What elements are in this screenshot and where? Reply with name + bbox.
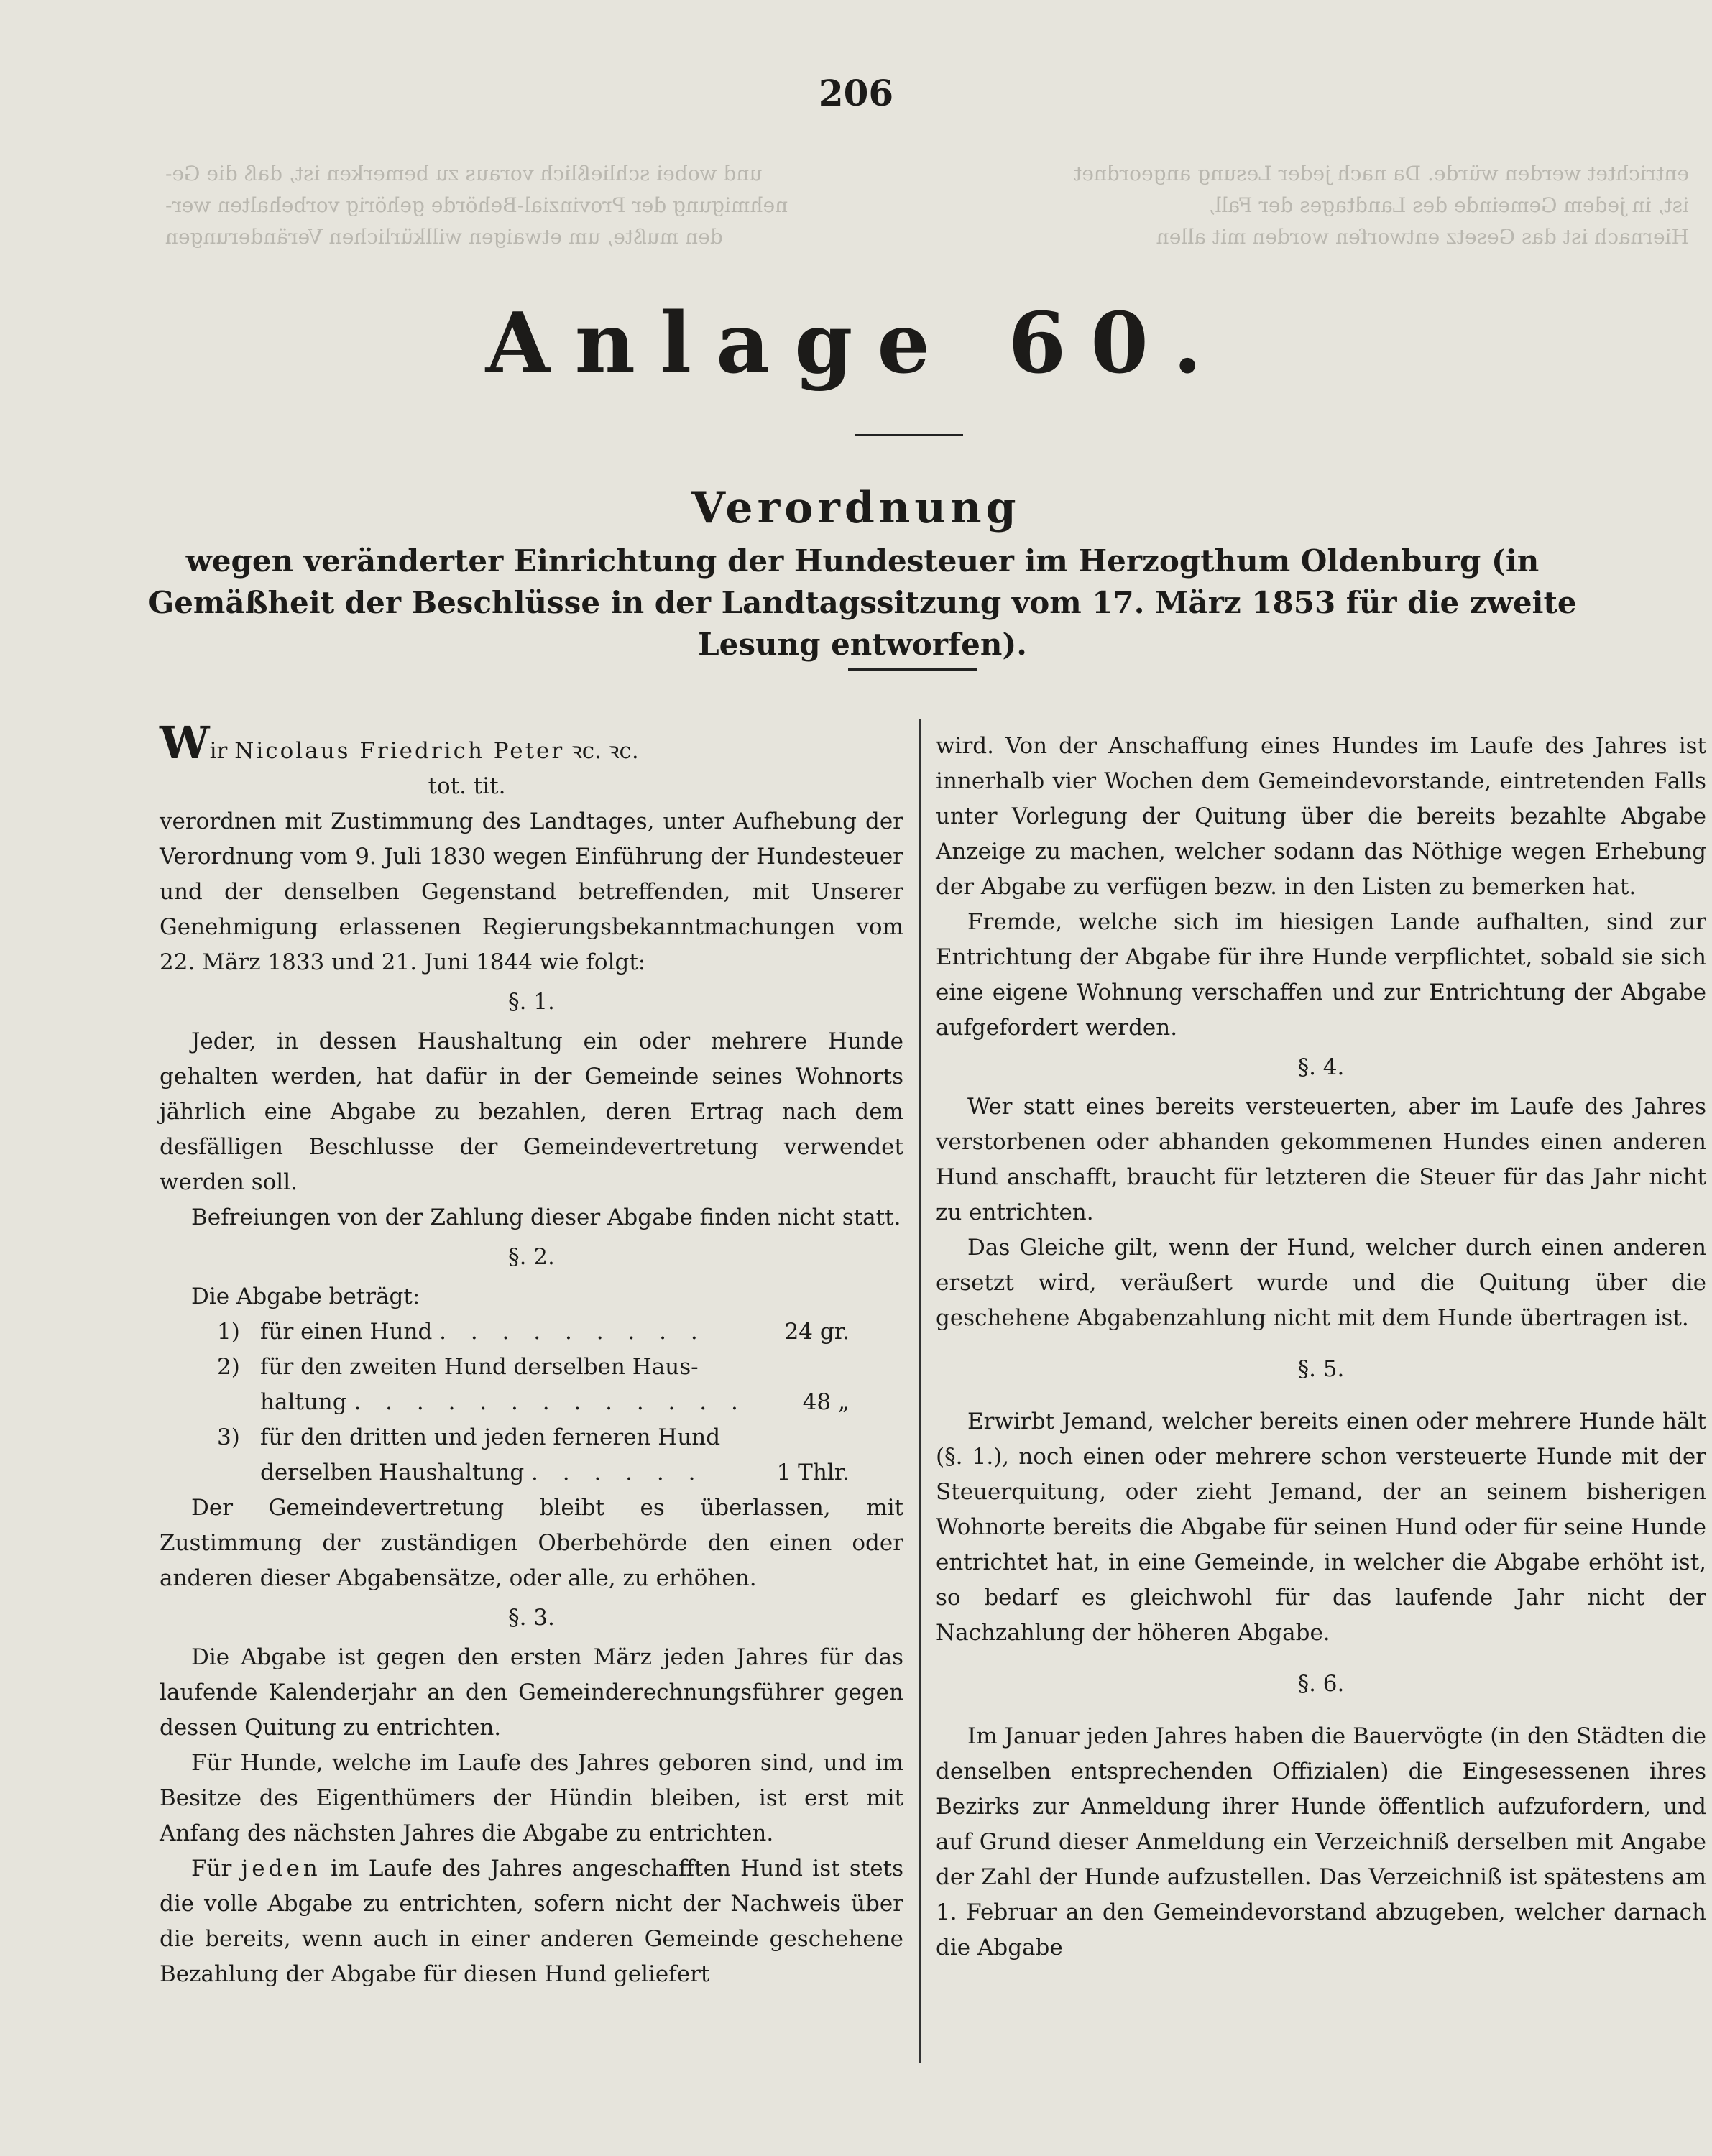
rate-list xyxy=(217,1314,850,1491)
opening-line xyxy=(160,717,903,769)
left-column xyxy=(160,717,903,1992)
rate-text: für den zweiten Hund derselben Haus- xyxy=(260,1354,699,1380)
rate-item-cont xyxy=(217,1455,850,1491)
bleed-line: entrichtet werden würde. Da nach jeder Lesung angeordnet xyxy=(1074,162,1689,185)
page-number: 206 xyxy=(818,72,894,114)
preamble: verordnen mit Zustimmung des Landtages, unter Aufhebung der Verordnung vom 9. Juli 1830 wegen Einführung der Hundesteuer und der denselben Gegenstand betreffenden, mit Unserer Genehmigung erlassenen Regierungsbekanntmachungen vom 22. März 1833 und 21. Juni 1844 wie folgt: xyxy=(160,808,903,975)
rate-amount: 48 „ xyxy=(802,1389,850,1415)
paragraph: wird. Von der Anschaffung eines Hundes im Laufe des Jahres ist innerhalb vier Wochen dem Gemeindevorstande, eintretenden Falls unter Vorlegung der Quitung über die bereits bezahlte Abgabe Anzeige zu machen, welcher sodann das Nöthige wegen Erhebung der Abgabe zu verfügen bezw. in den Listen zu bemerken hat. xyxy=(936,733,1706,900)
opening-word: ir xyxy=(209,738,228,764)
divider-rule xyxy=(848,668,977,671)
rate-number: 1) xyxy=(217,1319,240,1345)
rate-text: haltung . . . . . . . . . . . . . xyxy=(260,1389,747,1415)
bleed-through-left xyxy=(165,158,884,253)
rate-number: 3) xyxy=(217,1424,240,1450)
paragraph: Im Januar jeden Jahres haben die Bauervögte (in den Städten die denselben entsprechenden Offizialen) die Eingesessenen ihres Bezirks zur Anmeldung ihrer Hunde öffentlich aufzufordern, und auf Grund dieser Anmeldung ein Verzeichniß derselben mit Angabe der Zahl der Hunde aufzustellen. Das Verzeichniß ist spätestens am 1. Februar an den Gemeindevorstand abzugeben, welcher darnach die Abgabe xyxy=(936,1723,1706,1961)
paragraph: Für jeden im Laufe des Jahres angeschafften Hund ist stets die volle Abgabe zu entrichten, sofern nicht der Nachweis über die bereits, wenn auch in einer anderen Gemeinde geschehene Bezahlung der Abgabe für diesen Hund geliefert xyxy=(160,1856,903,1987)
annex-heading: Anlage 60. xyxy=(485,295,1227,392)
section-heading: §. 6. xyxy=(1297,1671,1345,1697)
rate-text: für den dritten und jeden ferneren Hund xyxy=(260,1424,721,1450)
bleed-line: den mußte, um etwaigen willkürlichen Veränderungen xyxy=(165,225,723,249)
column-divider xyxy=(919,719,921,2063)
tot-tit: tot. tit. xyxy=(428,773,506,799)
divider-rule xyxy=(855,434,963,436)
rate-item xyxy=(217,1350,850,1385)
paragraph: Das Gleiche gilt, wenn der Hund, welcher durch einen anderen ersetzt wird, veräußert wurde und die Quitung über die geschehene Abgabenzahlung nicht mit dem Hunde übertragen ist. xyxy=(936,1235,1706,1331)
right-column xyxy=(936,729,1706,1966)
rate-text: derselben Haushaltung . . . . . . xyxy=(260,1460,704,1485)
emphasis: jeden xyxy=(241,1856,321,1881)
rate-item-cont xyxy=(217,1385,850,1420)
rate-amount: 1 Thlr. xyxy=(776,1460,850,1485)
bleed-line: nehmigung der Provinzial-Behörde gehörig vorbehalten wer- xyxy=(165,193,788,217)
section-heading: §. 3. xyxy=(508,1605,555,1631)
rates-intro: Die Abgabe beträgt: xyxy=(191,1284,420,1309)
section-heading: §. 4. xyxy=(1297,1054,1345,1080)
bleed-line: und wobei schließlich voraus zu bemerken ist, daß die Ge- xyxy=(165,162,763,185)
paragraph: Für Hunde, welche im Laufe des Jahres geboren sind, und im Besitze des Eigenthümers der Hündin bleiben, ist erst mit Anfang des nächsten Jahres die Abgabe zu entrichten. xyxy=(160,1750,903,1846)
rate-item xyxy=(217,1420,850,1455)
ordinance-subtitle: wegen veränderter Einrichtung der Hundesteuer im Herzogthum Oldenburg (in Gemäßheit der Beschlüsse in der Landtagssitzung vom 17. März 1853 für die zweite Lesung entworfen). xyxy=(148,543,1577,662)
rate-item xyxy=(217,1314,850,1350)
paragraph: Befreiungen von der Zahlung dieser Abgabe finden nicht statt. xyxy=(191,1204,901,1230)
sovereign-name: Nicolaus Friedrich Peter xyxy=(234,738,565,764)
paragraph: Erwirbt Jemand, welcher bereits einen oder mehrere Hunde hält (§. 1.), noch einen oder mehrere schon versteuerte Hunde mit der Steuerquitung, oder zieht Jemand, der an seinem bisherigen Wohnorte bereits die Abgabe für seinen Hund oder für seine Hunde entrichtet hat, in eine Gemeinde, in welcher die Abgabe erhöht ist, so bedarf es gleichwohl für das laufende Jahr nicht der Nachzahlung der höheren Abgabe. xyxy=(936,1409,1706,1646)
section-heading: §. 5. xyxy=(1297,1356,1345,1382)
etc-mark: ꝛc. ꝛc. xyxy=(571,738,639,764)
rate-amount: 24 gr. xyxy=(784,1319,850,1345)
paragraph: Der Gemeindevertretung bleibt es überlassen, mit Zustimmung der zuständigen Oberbehörde den einen oder anderen dieser Abgabensätze, oder alle, zu erhöhen. xyxy=(160,1495,903,1591)
bleed-line: Hiernach ist das Gesetz entworfen worden mit allen xyxy=(1156,225,1689,249)
paragraph: Die Abgabe ist gegen den ersten März jeden Jahres für das laufende Kalenderjahr an den Gemeinderechnungsführer gegen dessen Quitung zu entrichten. xyxy=(160,1644,903,1741)
paragraph: Jeder, in dessen Haushaltung ein oder mehrere Hunde gehalten werden, hat dafür in der Gemeinde seines Wohnorts jährlich eine Abgabe zu bezahlen, deren Ertrag nach dem desfälligen Beschlusse der Gemeindevertretung verwendet werden soll. xyxy=(160,1028,903,1195)
bleed-through-right xyxy=(934,158,1689,253)
rate-number: 2) xyxy=(217,1354,240,1380)
bleed-line: ist, in jedem Gemeinde des Landtages der Fall, xyxy=(1208,193,1689,217)
paragraph: Fremde, welche sich im hiesigen Lande aufhalten, sind zur Entrichtung der Abgabe für ihre Hunde verpflichtet, sobald sie sich eine eigene Wohnung verschaffen und zur Entrichtung der Abgabe aufgefordert werden. xyxy=(936,909,1706,1041)
ordinance-title: Verordnung xyxy=(691,483,1021,533)
drop-cap: W xyxy=(160,717,210,769)
section-heading: §. 1. xyxy=(508,989,555,1015)
rate-text: für einen Hund . . . . . . . . . xyxy=(260,1319,707,1345)
section-heading: §. 2. xyxy=(508,1244,555,1270)
paragraph: Wer statt eines bereits versteuerten, aber im Laufe des Jahres verstorbenen oder abhanden gekommenen Hundes einen anderen Hund anschafft, braucht für letzteren die Steuer für das Jahr nicht zu entrichten. xyxy=(936,1094,1706,1225)
